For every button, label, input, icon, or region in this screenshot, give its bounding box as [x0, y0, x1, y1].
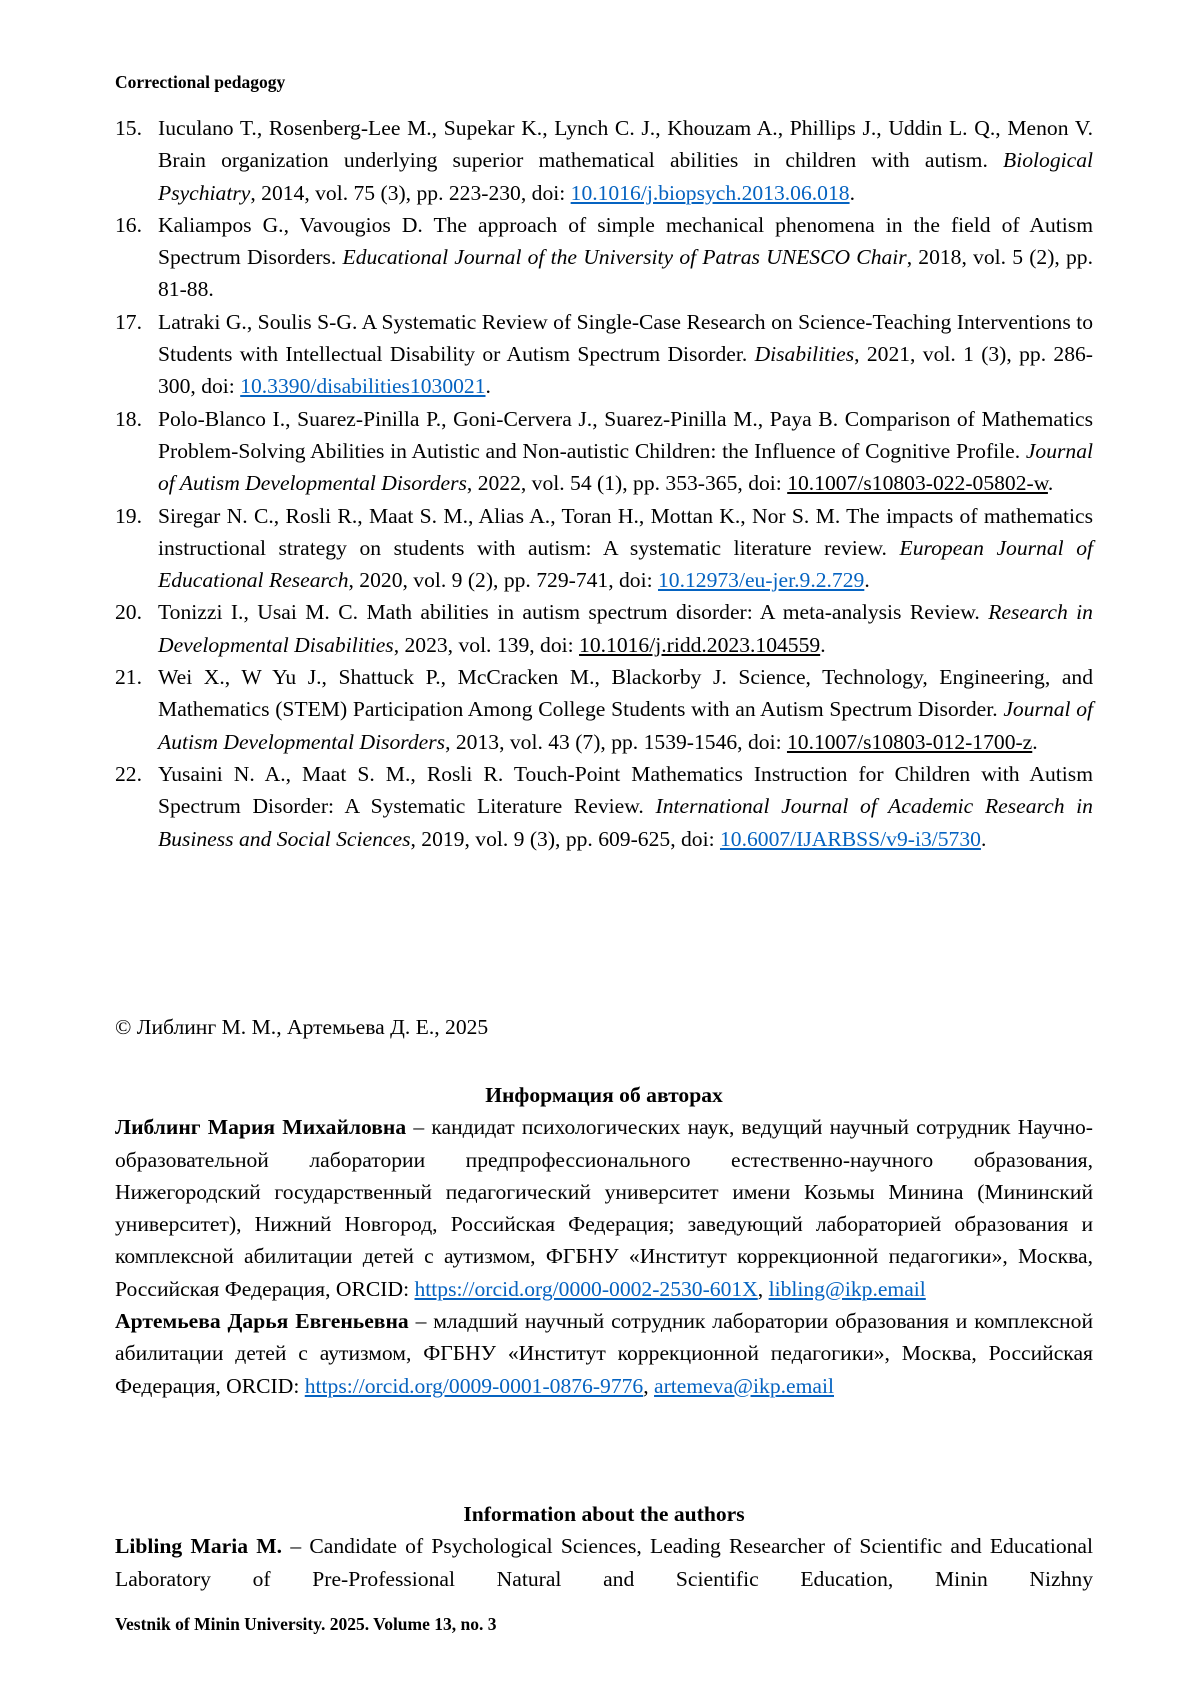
reference-number: 22.	[115, 758, 142, 790]
email-link[interactable]: libling@ikp.email	[769, 1277, 926, 1301]
reference-end: .	[864, 568, 869, 592]
reference-item	[115, 403, 1093, 500]
orcid-link[interactable]: https://orcid.org/0009-0001-0876-9776	[305, 1374, 643, 1398]
reference-details: , 2022, vol. 54 (1), pp. 353-365, doi:	[467, 471, 787, 495]
section-heading: Информация об авторах	[115, 1079, 1093, 1111]
journal-title: International Journal of Academic Research in Business and Social Sciences	[158, 794, 1093, 850]
reference-text: Iuculano T., Rosenberg-Lee M., Supekar K., Lynch C. J., Khouzam A., Phillips J., Uddin L. Q., Menon V. Brain organization underlying superior mathematical abilities in children with autism.	[158, 116, 1093, 172]
reference-end: .	[820, 633, 825, 657]
reference-number: 16.	[115, 209, 142, 241]
reference-number: 17.	[115, 306, 142, 338]
reference-number: 15.	[115, 112, 142, 144]
journal-title: Educational Journal of the University of Patras UNESCO Chair	[343, 245, 907, 269]
reference-end: .	[981, 827, 986, 851]
doi-link[interactable]: 10.3390/disabilities1030021	[240, 374, 485, 398]
reference-item	[115, 758, 1093, 855]
author-bio	[115, 1305, 1093, 1402]
journal-title: Research in Developmental Disabilities	[158, 600, 1093, 656]
reference-text: Polo-Blanco I., Suarez-Pinilla P., Goni-Cervera J., Suarez-Pinilla M., Paya B. Comparison of Mathematics Problem-Solving Abilities in Autistic and Non-autistic Children: the Influence of Cognitive Profile.	[158, 407, 1093, 463]
reference-number: 20.	[115, 596, 142, 628]
reference-item	[115, 112, 1093, 209]
author-name: Либлинг Мария Михайловна	[115, 1115, 406, 1139]
copyright: © Либлинг М. М., Артемьева Д. Е., 2025	[115, 1015, 488, 1040]
reference-text: Latraki G., Soulis S-G. A Systematic Review of Single-Case Research on Science-Teaching Interventions to Students with Intellectual Disability or Autism Spectrum Disorder.	[158, 310, 1093, 366]
running-header: Correctional pedagogy	[115, 72, 285, 93]
reference-details: , 2021, vol. 1 (3), pp. 286-300, doi:	[158, 342, 1093, 398]
running-footer: Vestnik of Minin University. 2025. Volume 13, no. 3	[115, 1614, 497, 1635]
separator: ,	[643, 1374, 654, 1398]
author-name: Libling Maria M.	[115, 1534, 282, 1558]
author-text: – младший научный сотрудник лаборатории образования и комплексной абилитации детей с аутизмом, ФГБНУ «Институт коррекционной педагогики», Москва, Российская Федерация, ORCID:	[115, 1309, 1093, 1398]
email-link[interactable]: artemeva@ikp.email	[654, 1374, 834, 1398]
author-bio	[115, 1530, 1093, 1595]
journal-title: Journal of Autism Developmental Disorders	[158, 439, 1093, 495]
reference-list	[115, 112, 1093, 855]
section-heading: Information about the authors	[115, 1498, 1093, 1530]
reference-number: 19.	[115, 500, 142, 532]
reference-text: Siregar N. C., Rosli R., Maat S. M., Alias A., Toran H., Mottan K., Nor S. M. The impacts of mathematics instructional strategy on students with autism: A systematic literature review.	[158, 504, 1093, 560]
doi-link[interactable]: 10.6007/IJARBSS/v9-i3/5730	[720, 827, 981, 851]
reference-details: , 2018, vol. 5 (2), pp. 81-88.	[158, 245, 1093, 301]
journal-title: Biological Psychiatry	[158, 148, 1093, 204]
reference-details: , 2014, vol. 75 (3), pp. 223-230, doi:	[250, 181, 570, 205]
reference-text: Tonizzi I., Usai M. C. Math abilities in autism spectrum disorder: A meta-analysis Review.	[158, 600, 988, 624]
doi-link[interactable]: 10.1016/j.ridd.2023.104559	[579, 633, 820, 657]
reference-details: , 2013, vol. 43 (7), pp. 1539-1546, doi:	[445, 730, 787, 754]
doi-link[interactable]: 10.1007/s10803-022-05802-w	[787, 471, 1048, 495]
reference-details: , 2020, vol. 9 (2), pp. 729-741, doi:	[349, 568, 659, 592]
reference-number: 18.	[115, 403, 142, 435]
author-text: – кандидат психологических наук, ведущий научный сотрудник Научно-образовательной лаборатории предпрофессионального естественно-научного образования, Нижегородский государственный педагогический университет имени Козьмы Минина (Мининский университет), Нижний Новгород, Российская Федерация; заведующий лабораторией образования и комплексной абилитации детей с аутизмом, ФГБНУ «Институт коррекционной педагогики», Москва, Российская Федерация, ORCID:	[115, 1115, 1093, 1300]
author-text: – Candidate of Psychological Sciences, Leading Researcher of Scientific and Educational Laboratory of Pre-Professional Natural and Scientific Education, Minin Nizhny	[115, 1534, 1093, 1590]
reference-item	[115, 500, 1093, 597]
journal-title: Journal of Autism Developmental Disorders	[158, 697, 1093, 753]
journal-title: European Journal of Educational Research	[158, 536, 1093, 592]
reference-number: 21.	[115, 661, 142, 693]
doi-link[interactable]: 10.12973/eu-jer.9.2.729	[658, 568, 864, 592]
author-name: Артемьева Дарья Евгеньевна	[115, 1309, 409, 1333]
authors-info-en	[115, 1498, 1093, 1595]
journal-title: Disabilities	[755, 342, 855, 366]
reference-item	[115, 661, 1093, 758]
author-bio	[115, 1111, 1093, 1305]
reference-end: .	[850, 181, 855, 205]
reference-details: , 2019, vol. 9 (3), pp. 609-625, doi:	[410, 827, 720, 851]
reference-item	[115, 209, 1093, 306]
orcid-link[interactable]: https://orcid.org/0000-0002-2530-601X	[415, 1277, 758, 1301]
authors-info-ru	[115, 1079, 1093, 1402]
separator: ,	[758, 1277, 769, 1301]
reference-text: Kaliampos G., Vavougios D. The approach of simple mechanical phenomena in the field of Autism Spectrum Disorders.	[158, 213, 1093, 269]
reference-end: .	[486, 374, 491, 398]
doi-link[interactable]: 10.1016/j.biopsych.2013.06.018	[571, 181, 850, 205]
reference-text: Yusaini N. A., Maat S. M., Rosli R. Touch-Point Mathematics Instruction for Children with Autism Spectrum Disorder: A Systematic Literature Review.	[158, 762, 1093, 818]
reference-end: .	[1048, 471, 1053, 495]
reference-item	[115, 306, 1093, 403]
reference-end: .	[1032, 730, 1037, 754]
reference-details: , 2023, vol. 139, doi:	[394, 633, 579, 657]
reference-item	[115, 596, 1093, 661]
reference-text: Wei X., W Yu J., Shattuck P., McCracken M., Blackorby J. Science, Technology, Engineering, and Mathematics (STEM) Participation Among College Students with an Autism Spectrum Disorder.	[158, 665, 1093, 721]
doi-link[interactable]: 10.1007/s10803-012-1700-z	[787, 730, 1032, 754]
